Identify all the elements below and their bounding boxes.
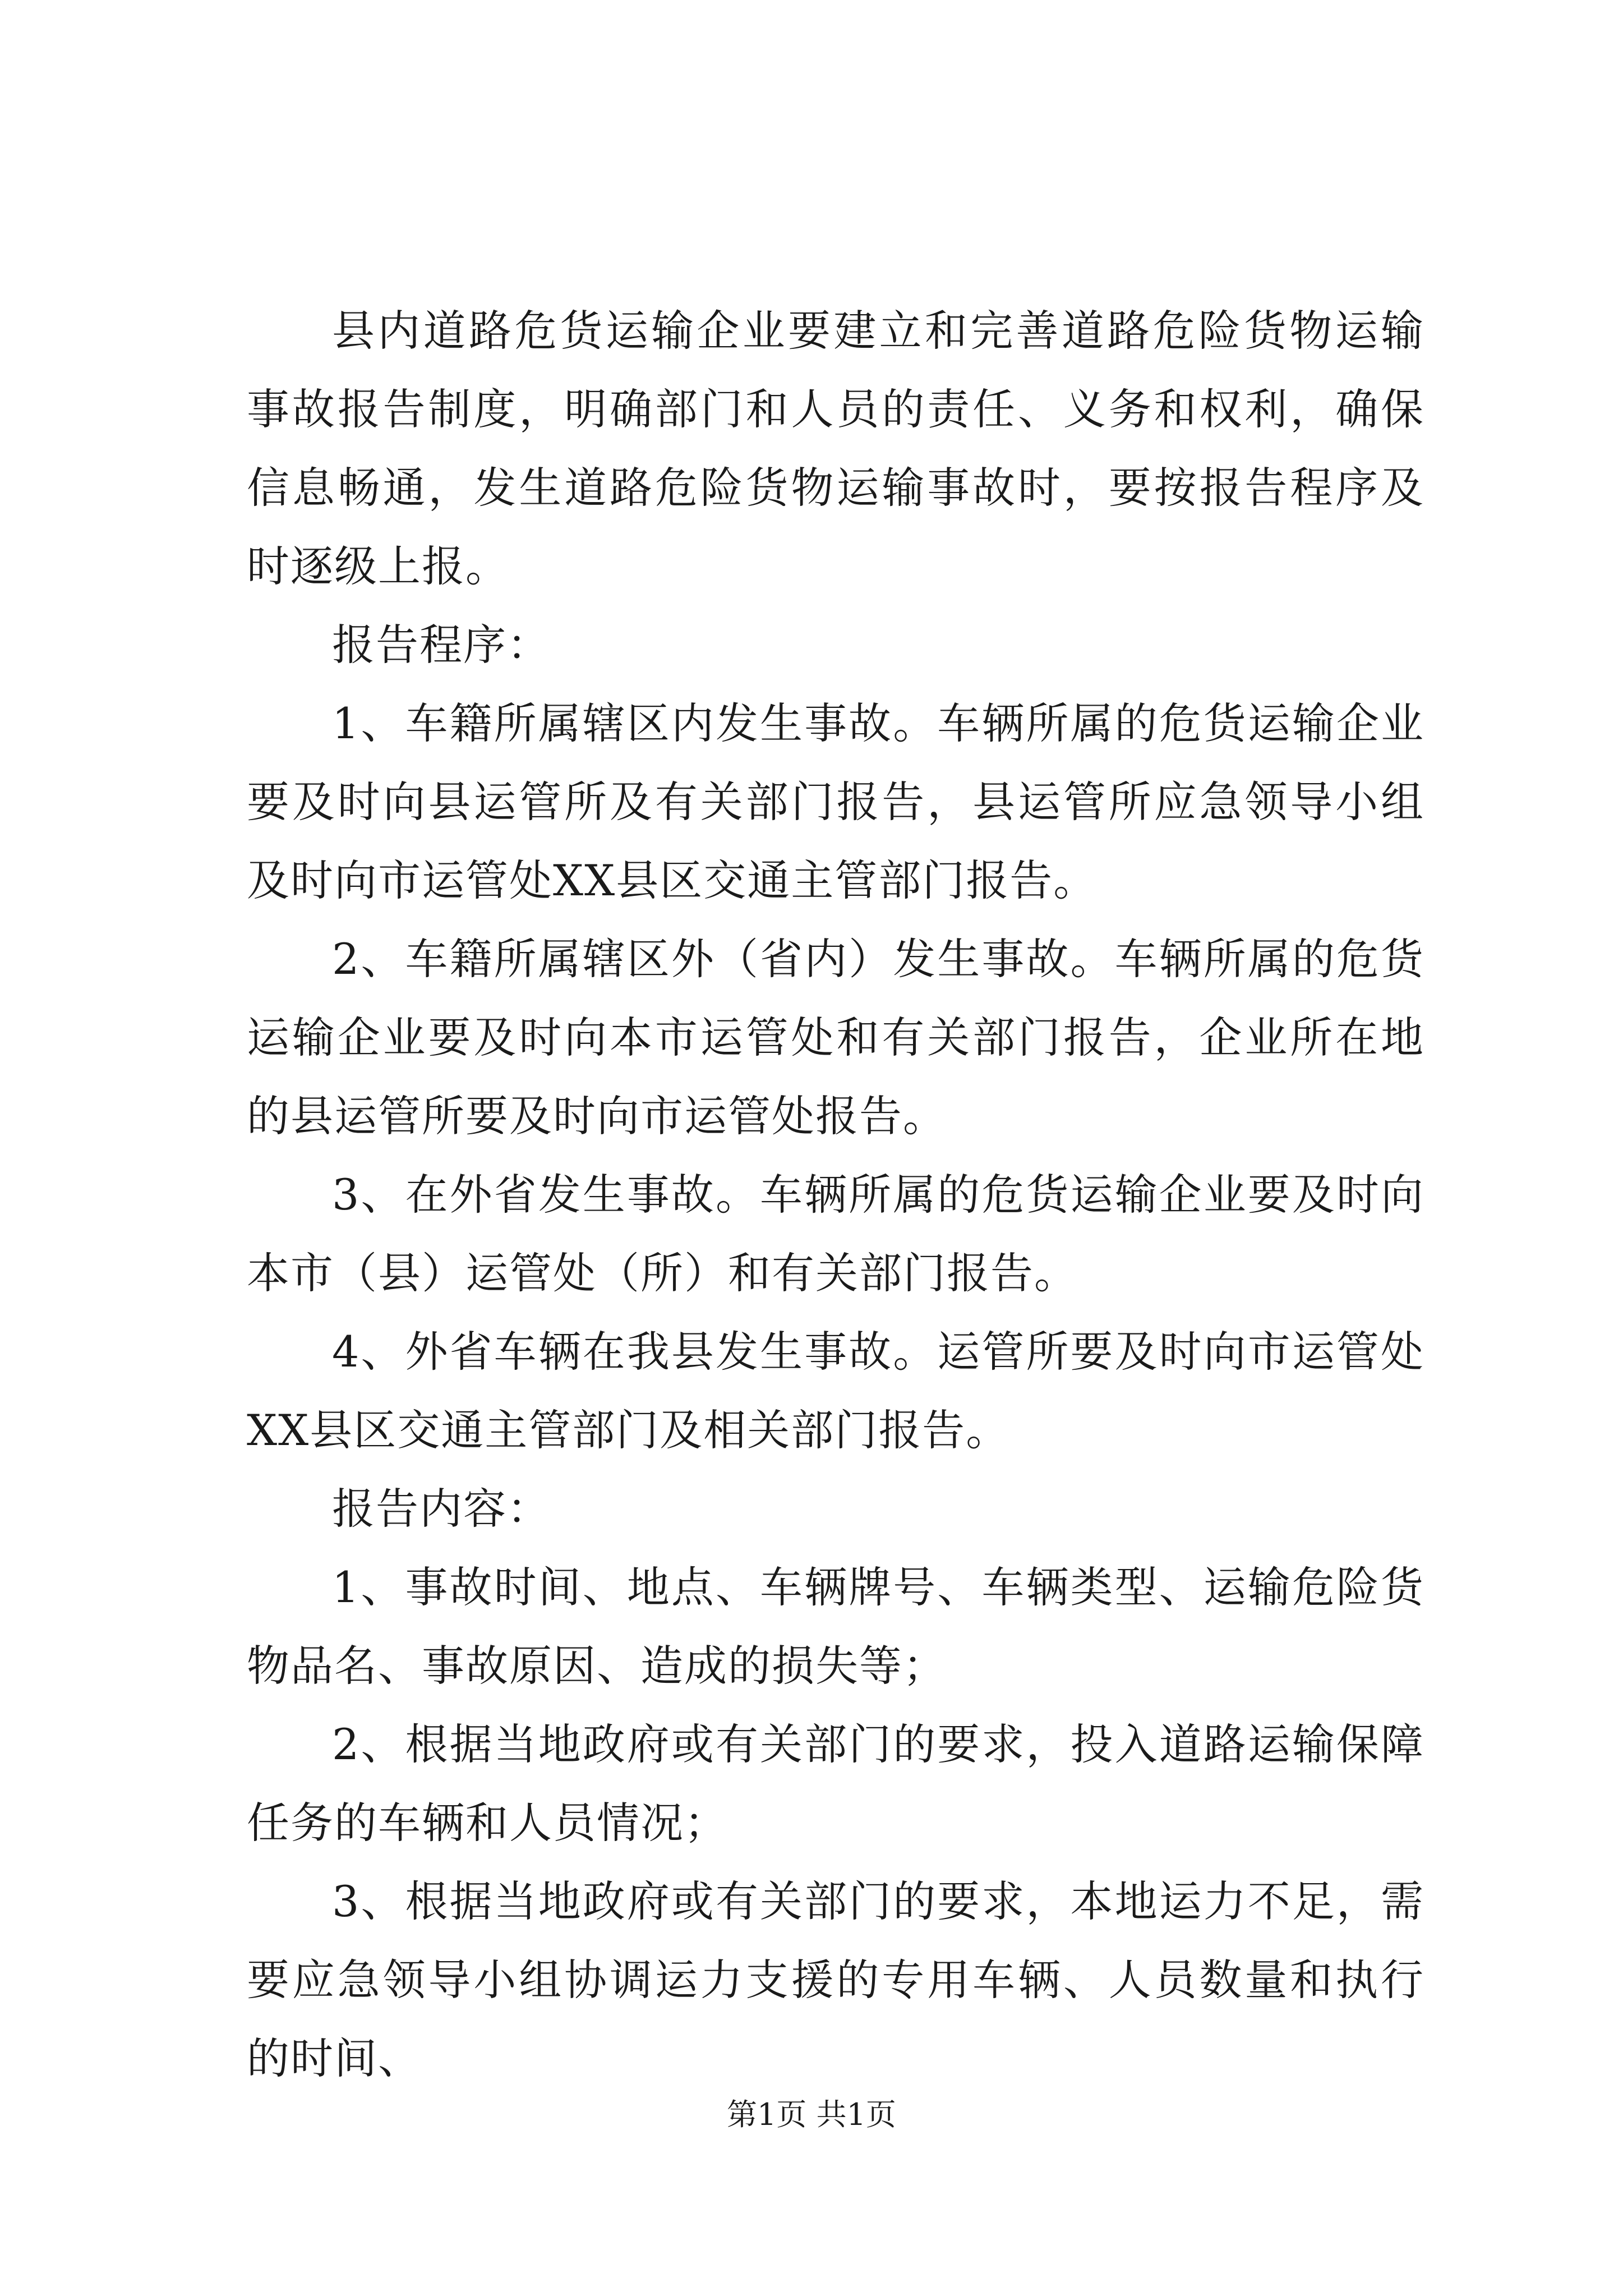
procedure-item-3: 3、在外省发生事故。车辆所属的危货运输企业要及时向本市（县）运管处（所）和有关部门报告。 [247,1170,1424,1298]
content-item-3: 3、根据当地政府或有关部门的要求，本地运力不足，需要应急领导小组协调运力支援的专用车辆、人员数量和执行的时间、 [247,1876,1424,2083]
heading-report-procedure: 报告程序： [332,620,551,670]
page-footer: 第1页 共1页 [727,2097,896,2132]
heading-report-content: 报告内容： [332,1484,551,1534]
procedure-item-2: 2、车籍所属辖区外（省内）发生事故。车辆所属的危货运输企业要及时向本市运管处和有关部门报告，企业所在地的县运管所要及时向市运管处报告。 [247,934,1424,1141]
procedure-item-4: 4、外省车辆在我县发生事故。运管所要及时向市运管处XX县区交通主管部门及相关部门报告。 [247,1327,1424,1455]
document-body [247,292,1424,2098]
content-item-2: 2、根据当地政府或有关部门的要求，投入道路运输保障任务的车辆和人员情况； [247,1719,1424,1848]
paragraph-intro: 县内道路危货运输企业要建立和完善道路危险货物运输事故报告制度，明确部门和人员的责任、义务和权利，确保信息畅通，发生道路危险货物运输事故时，要按报告程序及时逐级上报。 [247,306,1424,591]
procedure-item-1: 1、车籍所属辖区内发生事故。车辆所属的危货运输企业要及时向县运管所及有关部门报告，县运管所应急领导小组及时向市运管处XX县区交通主管部门报告。 [247,698,1424,905]
content-item-1: 1、事故时间、地点、车辆牌号、车辆类型、运输危险货物品名、事故原因、造成的损失等； [247,1562,1424,1691]
